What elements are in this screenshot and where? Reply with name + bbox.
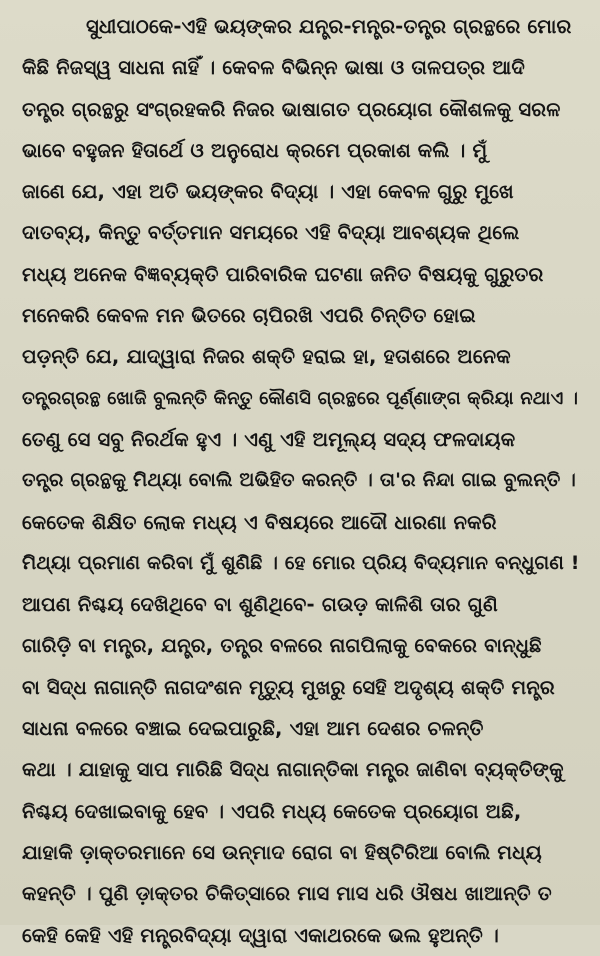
line-text: -ଏହି ଭୟଙ୍କର ଯନ୍ତ୍ର-ମନ୍ତ୍ର-ତନ୍ତ୍ର ଗ୍ରନ୍ଥରେ ମୋର	[173, 15, 572, 38]
text-line-5: ଜାଣେ ଯେ, ଏହା ଅତି ଭୟଙ୍କର ବିଦ୍ୟା । ଏହା କେବଳ ଗୁରୁ ମୁଖେ	[22, 180, 514, 204]
text-line-3: ତନ୍ତ୍ର ଗ୍ରନ୍ଥରୁ ସଂଗ୍ରହକରି ନିଜର ଭାଷାଗତ ପ୍ରୟୋଗ କୌଶଳକୁ ସରଳ	[22, 97, 561, 121]
text-line-14: ମିଥ୍ୟା ପ୍ରମାଣ କରିବା ମୁଁ ଶୁଣିଛି । ହେ ମୋର ପ୍ରିୟ ବିଦ୍ୟମାନ ବନ୍ଧୁଗଣ !	[22, 551, 580, 574]
text-line-17: ବା ସିଦ୍ଧ ନାଗାନ୍ତି ନାଗଦଂଶନ ମୃତ୍ୟୁ ମୁଖରୁ ସେହି ଅଦୃଶ୍ୟ ଶକ୍ତି ମନ୍ତ୍ର	[22, 675, 555, 699]
text-line-2: କିଛି ନିଜସ୍ୱ ସାଧନା ନାହିଁ । କେବଳ ବିଭିନ୍ନ ଭାଷା ଓ ତାଳପତ୍ର ଆଦି	[22, 56, 525, 80]
text-line-20: ନିଶ୍ଚୟ ଦେଖାଇବାକୁ ହେବ । ଏପରି ମଧ୍ୟ କେତେକ ପ୍ରୟୋଗ ଅଛି,	[22, 799, 522, 823]
lead-word: ସୁଧୀପାଠକେ	[86, 15, 174, 38]
text-line-6: ଦାତବ୍ୟ, କିନ୍ତୁ ବର୍ତ୍ତମାନ ସମୟରେ ଏହି ବିଦ୍ୟା ଆବଶ୍ୟକ ଥିଲେ	[22, 221, 520, 245]
text-line-21: ଯାହାକି ଡ଼ାକ୍ତରମାନେ ସେ ଉନ୍ମାଦ ରୋଗ ବା ହିଷ୍ଟିରିଆ ବୋଲି ମଧ୍ୟ	[22, 840, 542, 864]
text-line-15: ଆପଣ ନିଶ୍ଚୟ ଦେଖିଥିବେ ବା ଶୁଣିଥିବେ- ଗଉଡ଼ କାଳିଶି ତାର ଗୁଣି	[22, 593, 498, 617]
text-line-11: ତେଣୁ ସେ ସବୁ ନିରର୍ଥକ ହୁଏ । ଏଣୁ ଏହି ଅମୂଲ୍ୟ ସଦ୍ୟ ଫଳଦାୟକ	[22, 427, 516, 451]
text-line-16: ଗାରିଡ଼ି ବା ମନ୍ତ୍ର, ଯନ୍ତ୍ର, ତନ୍ତ୍ର ବଳରେ ନାଗପିଲାକୁ ବେକରେ ବାନ୍ଧୁଛି	[22, 634, 542, 658]
article-body	[22, 6, 582, 956]
text-line-7: ମଧ୍ୟ ଅନେକ ବିଜ୍ଞବ୍ୟକ୍ତି ପାରିବାରିକ ଘଟଣା ଜନିତ ବିଷୟକୁ ଗୁରୁତର	[22, 262, 544, 286]
text-line-13: କେତେକ ଶିକ୍ଷିତ ଲୋକ ମଧ୍ୟ ଏ ବିଷୟରେ ଆଦୌ ଧାରଣା ନକରି	[22, 510, 497, 534]
text-line-19: କଥା । ଯାହାକୁ ସାପ ମାରିଛି ସିଦ୍ଧ ନାଗାନ୍ତିକା ମନ୍ତ୍ର ଜାଣିବା ବ୍ୟକ୍ତିଙ୍କୁ	[22, 758, 564, 782]
text-line-12: ତନ୍ତ୍ର ଗ୍ରନ୍ଥକୁ ମିଥ୍ୟା ବୋଲି ଅଭିହିତ କରନ୍ତି । ତା'ର ନିନ୍ଦା ଗାଇ ବୁଲନ୍ତି ।	[22, 469, 577, 492]
text-line-22: କହନ୍ତି । ପୁଣି ଡ଼ାକ୍ତର ଚିକିତ୍ସାରେ ମାସ ମାସ ଧରି ଔଷଧ ଖାଆନ୍ତି ତ	[22, 882, 552, 906]
text-line-4: ଭାବେ ବହୁଜନ ହିତାର୍ଥେ ଓ ଅନୁରୋଧ କ୍ରମେ ପ୍ରକାଶ କଲି । ମୁଁ	[22, 138, 488, 162]
text-line-8: ମନେକରି କେବଳ ମନ ଭିତରେ ଚାପିରଖି ଏପରି ଚିନ୍ତିତ ହୋଇ	[22, 304, 476, 328]
text-line-10: ତନ୍ତ୍ରଗ୍ରନ୍ଥ ଖୋଜି ବୁଲନ୍ତି କିନ୍ତୁ କୌଣସି ଗ୍ରନ୍ଥରେ ପୂର୍ଣ୍ଣାଙ୍ଗ କ୍ରିୟା ନଥାଏ ।	[22, 387, 579, 409]
text-line-9: ପଡ଼ନ୍ତି ଯେ, ଯାଦ୍ୱାରା ନିଜର ଶକ୍ତି ହରାଇ ହା, ହତାଶରେ ଅନେକ	[22, 345, 511, 369]
text-line-18: ସାଧନା ବଳରେ ବଞ୍ଚାଇ ଦେଇପାରୁଛି, ଏହା ଆମ ଦେଶର ଚଳନ୍ତି	[22, 717, 484, 741]
text-line-23: କେହି କେହି ଏହି ମନ୍ତ୍ରବିଦ୍ୟା ଦ୍ୱାରା ଏକାଥରକେ ଭଲ ହୁଅନ୍ତି ।	[22, 923, 499, 947]
text-line-1	[22, 6, 582, 47]
